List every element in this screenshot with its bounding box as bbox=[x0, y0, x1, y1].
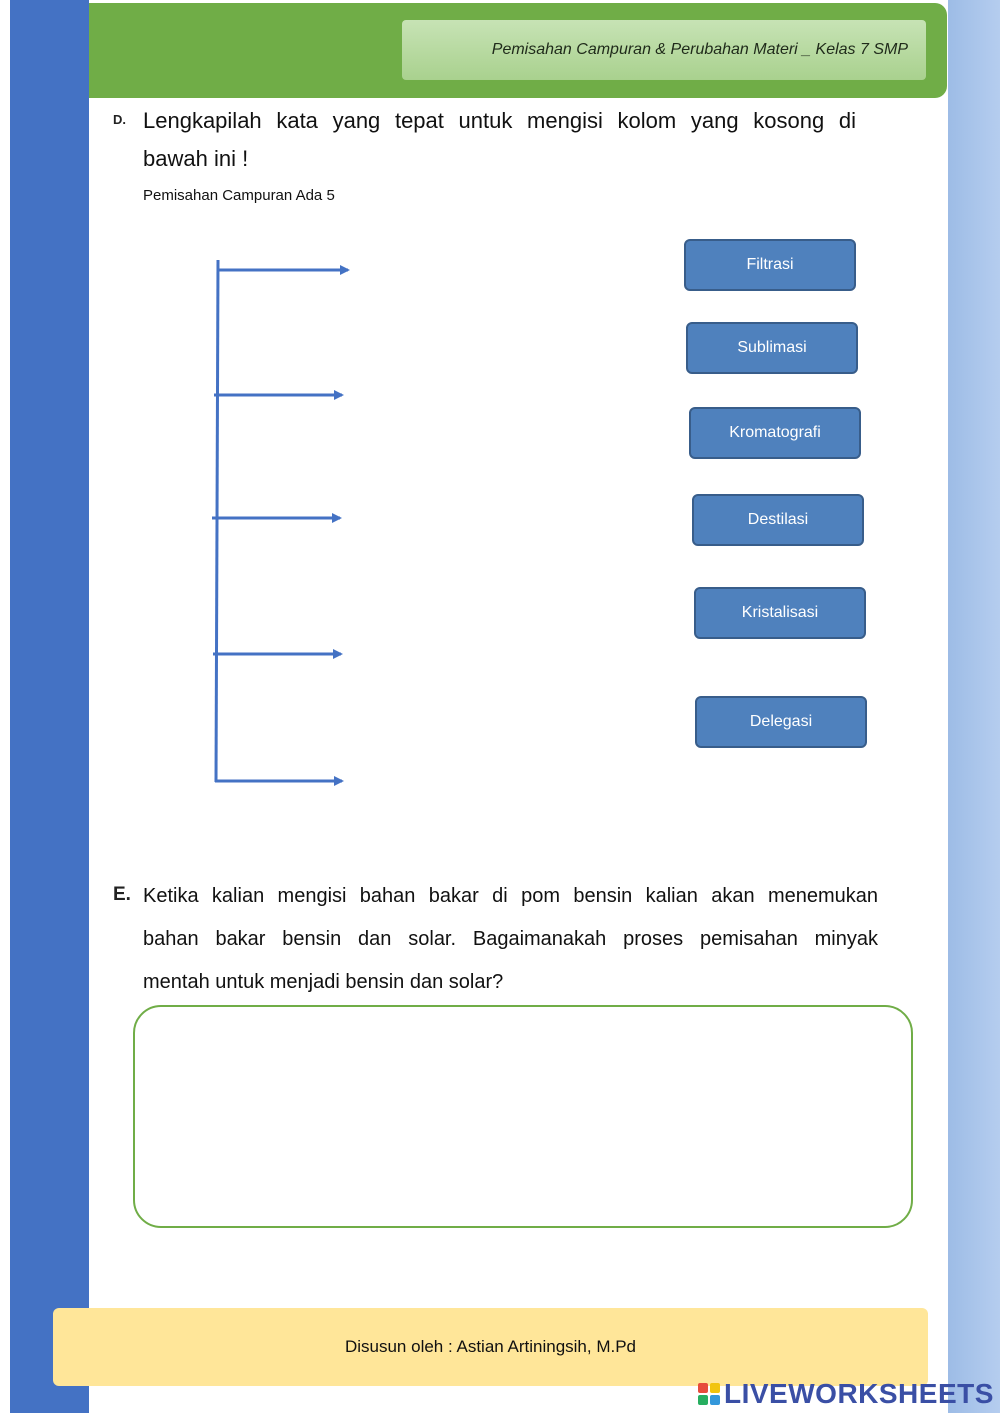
question-d-text bbox=[143, 102, 856, 178]
question-e-text bbox=[143, 875, 878, 1004]
option-delegasi-button[interactable]: Delegasi bbox=[695, 696, 867, 748]
bracket-vertical-line bbox=[216, 260, 218, 782]
option-sublimasi-button[interactable]: Sublimasi bbox=[686, 322, 858, 374]
logo-text: LIVEWORKSHEETS bbox=[724, 1378, 994, 1409]
logo-blocks-icon bbox=[698, 1383, 720, 1405]
question-e-letter: E. bbox=[113, 884, 131, 905]
question-e-line2: bahan bakar bensin dan solar. Bagaimanakah proses pemisahan minyak bbox=[143, 928, 878, 950]
question-d-line2: bawah ini ! bbox=[143, 146, 249, 171]
option-filtrasi-button[interactable]: Filtrasi bbox=[684, 239, 856, 291]
question-d-subtitle: Pemisahan Campuran Ada 5 bbox=[143, 187, 335, 204]
question-e-line1: Ketika kalian mengisi bahan bakar di pom bensin kalian akan menemukan bbox=[143, 885, 878, 907]
option-kristalisasi-button[interactable]: Kristalisasi bbox=[694, 587, 866, 639]
left-border-band bbox=[10, 0, 89, 1413]
question-d-letter: D. bbox=[113, 112, 126, 127]
question-d-line1: Lengkapilah kata yang tepat untuk mengisi kolom yang kosong di bbox=[143, 108, 856, 133]
right-border-band bbox=[948, 0, 1000, 1413]
footer-credit: Disusun oleh : Astian Artiningsih, M.Pd bbox=[344, 1337, 637, 1356]
bracket-diagram bbox=[200, 250, 360, 790]
option-kromatografi-button[interactable]: Kromatografi bbox=[689, 407, 861, 459]
answer-textbox[interactable] bbox=[133, 1005, 913, 1228]
liveworksheets-logo bbox=[698, 1378, 994, 1410]
header-title: Pemisahan Campuran & Perubahan Materi _ Kelas 7 SMP bbox=[402, 20, 926, 80]
option-destilasi-button[interactable]: Destilasi bbox=[692, 494, 864, 546]
question-e-line3: mentah untuk menjadi bensin dan solar? bbox=[143, 971, 504, 993]
footer-banner bbox=[53, 1308, 928, 1386]
